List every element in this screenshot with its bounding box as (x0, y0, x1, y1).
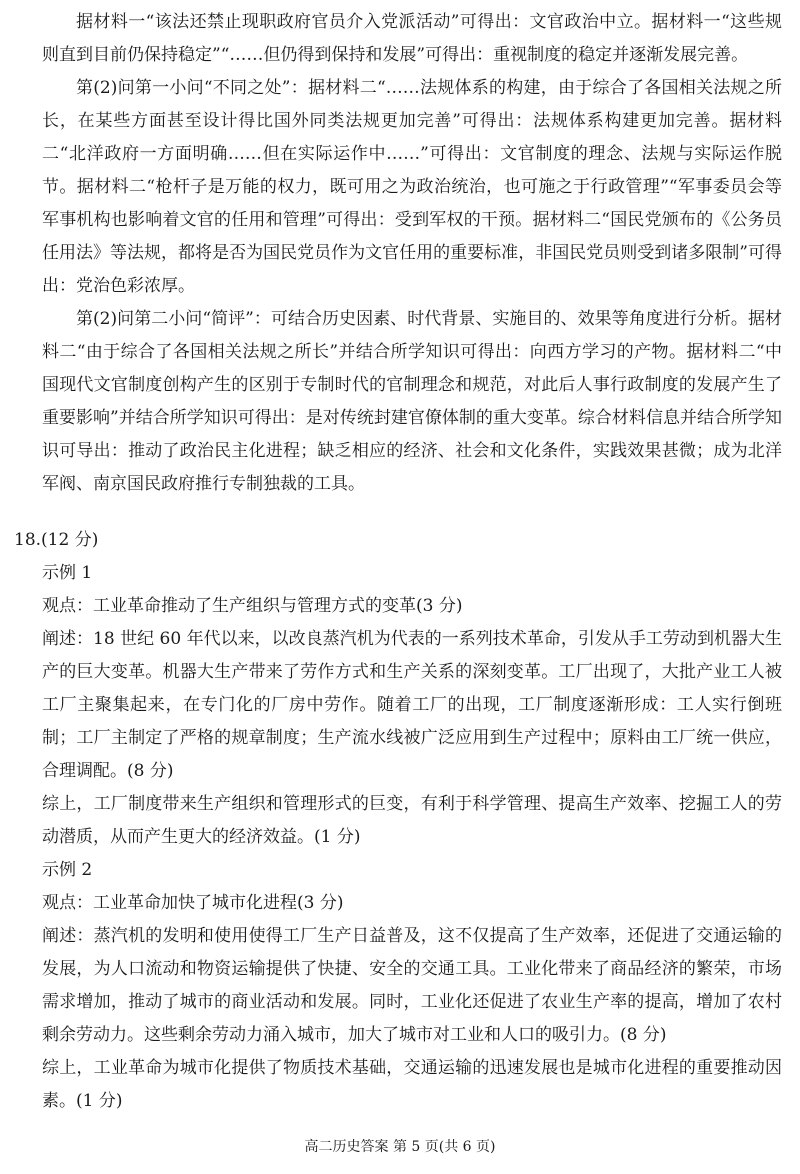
example-1-elaboration: 阐述：18 世纪 60 年代以来，以改良蒸汽机为代表的一系列技术革命，引发从手工劳动到机器大生产的巨大变革。机器大生产带来了劳作方式和生产关系的深刻变革。工厂出现了，大批产业工人被工厂主聚集起来，在专门化的厂房中劳作。随着工厂的出现，工厂制度逐渐形成：工人实行倒班制；工厂主制定了严格的规章制度；生产流水线被广泛应用到生产过程中；原料由工厂统一供应，合理调配。(8 分) (42, 629, 782, 781)
example-1-viewpoint: 观点：工业革命推动了生产组织与管理方式的变革(3 分) (42, 596, 463, 616)
example-1-title: 示例 1 (42, 563, 93, 583)
paragraph-material-one: 据材料一“该法还禁止现职政府官员介入党派活动”可得出：文官政治中立。据材料一“这些规则直到目前仍保持稳定”“……但仍得到保持和发展”可得出：重视制度的稳定并逐渐发展完善。 (42, 12, 782, 65)
example-2-viewpoint: 观点：工业革命加快了城市化进程(3 分) (42, 893, 344, 913)
example-2-elaboration: 阐述：蒸汽机的发明和使用使得工厂生产日益普及，这不仅提高了生产效率，还促进了交通运输的发展，为人口流动和物资运输提供了快捷、安全的交通工具。工业化带来了商品经济的繁荣，市场需求增加，推动了城市的商业活动和发展。同时，工业化还促进了农业生产率的提高，增加了农村剩余劳动力。这些剩余劳动力涌入城市，加大了城市对工业和人口的吸引力。(8 分) (42, 926, 782, 1045)
paragraph-evaluation: 第(2)问第二小问“简评”：可结合历史因素、时代背景、实施目的、效果等角度进行分析。据材料二“由于综合了各国相关法规之所长”并结合所学知识可得出：向西方学习的产物。据材料二“中国现代文官制度创构产生的区别于专制时代的官制理念和规范，对此后人事行政制度的发展产生了重要影响”并结合所学知识可得出：是对传统封建官僚体制的重大变革。综合材料信息并结合所学知识可导出：推动了政治民主化进程；缺乏相应的经济、社会和文化条件，实践效果甚微；成为北洋军阀、南京国民政府推行专制独裁的工具。 (42, 309, 782, 494)
example-2-summary: 综上，工业革命为城市化提供了物质技术基础，交通运输的迅速发展也是城市化进程的重要推动因素。(1 分) (42, 1058, 782, 1111)
question-18-header: 18.(12 分) (14, 530, 99, 550)
example-2-title: 示例 2 (42, 860, 93, 880)
page-footer: 高二历史答案 第 5 页(共 6 页) (304, 1139, 496, 1155)
example-1-summary: 综上，工厂制度带来生产组织和管理形式的巨变，有利于科学管理、提高生产效率、挖掘工人的劳动潜质，从而产生更大的经济效益。(1 分) (42, 794, 782, 847)
question-18-answer (42, 557, 782, 1118)
paragraph-differences: 第(2)问第一小问“不同之处”：据材料二“……法规体系的构建，由于综合了各国相关法规之所长，在某些方面甚至设计得比国外同类法规更加完善”可得出：法规体系构建更加完善。据材料二“北洋政府一方面明确……但在实际运作中……”可得出：文官制度的理念、法规与实际运作脱节。据材料二“枪杆子是万能的权力，既可用之为政治统治，也可施之于行政管理”“军事委员会等军事机构也影响着文官的任用和管理”可得出：受到军权的干预。据材料二“国民党颁布的《公务员任用法》等法规，都将是否为国民党员作为文官任用的重要标准，非国民党员则受到诸多限制”可得出：党治色彩浓厚。 (42, 78, 782, 296)
section-17-answer (42, 6, 782, 501)
